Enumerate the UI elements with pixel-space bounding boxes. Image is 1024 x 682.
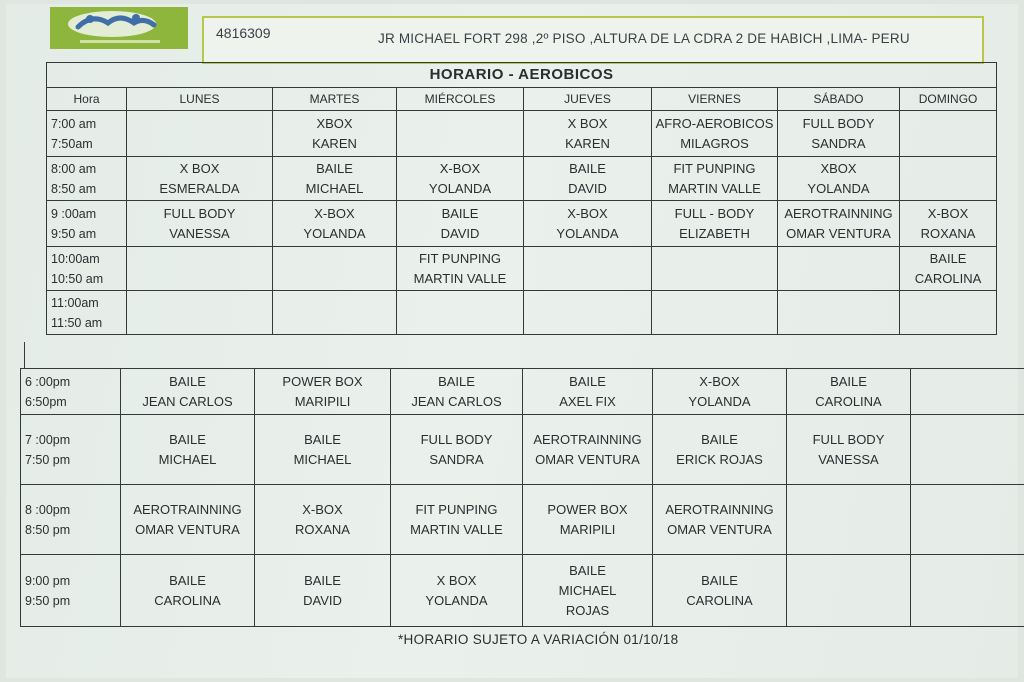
gym-logo-icon — [50, 7, 188, 49]
instructor-name: YOLANDA — [688, 393, 751, 409]
hour-cell — [21, 369, 121, 415]
instructor-name: AXEL FIX — [559, 393, 616, 409]
instructor-name: MILAGROS — [680, 135, 749, 151]
class-name: FULL BODY — [802, 115, 875, 131]
hour-cell — [47, 201, 127, 247]
evening-schedule-table — [20, 368, 1024, 627]
class-name: XBOX — [820, 160, 857, 176]
hour-line: 7:00 am — [51, 116, 97, 131]
class-cell — [652, 247, 778, 291]
class-cell — [653, 369, 787, 415]
class-name: X BOX — [179, 160, 220, 176]
day-header: MARTES — [273, 88, 397, 111]
class-cell — [397, 291, 524, 335]
class-name: AFRO-AEROBICOS — [655, 115, 774, 131]
hour-cell — [21, 555, 121, 627]
class-cell — [653, 415, 787, 485]
hour-line: 9:50 pm — [25, 593, 71, 608]
class-cell — [121, 485, 255, 555]
class-cell — [900, 111, 997, 157]
class-name: BAILE — [701, 431, 738, 447]
hour-header: Hora — [47, 88, 127, 111]
instructor-name: MARIPILI — [559, 521, 616, 537]
day-header: JUEVES — [524, 88, 652, 111]
instructor-name: VANESSA — [169, 225, 230, 241]
class-name: XBOX — [316, 115, 353, 131]
class-name: FULL BODY — [420, 431, 493, 447]
class-name: FULL - BODY — [674, 205, 755, 221]
class-cell — [524, 157, 652, 201]
class-name: AEROTRAINNING — [133, 501, 242, 517]
class-cell — [121, 555, 255, 627]
class-name: X-BOX — [302, 501, 343, 517]
hour-cell — [47, 111, 127, 157]
class-cell — [121, 369, 255, 415]
hour-line: 8:00 am — [51, 161, 97, 176]
instructor-name: YOLANDA — [303, 225, 366, 241]
instructor-name: ERICK ROJAS — [676, 451, 763, 467]
class-cell — [652, 157, 778, 201]
class-name: FIT PUNPING — [418, 250, 502, 266]
instructor-name: KAREN — [565, 135, 610, 151]
class-name: AEROTRAINNING — [665, 501, 774, 517]
class-name: BAILE — [169, 431, 206, 447]
class-cell — [911, 415, 1024, 485]
class-name: POWER BOX — [282, 373, 363, 389]
day-header: MIÉRCOLES — [397, 88, 524, 111]
class-name: BAILE — [438, 373, 475, 389]
address: JR MICHAEL FORT 298 ,2º PISO ,ALTURA DE LA CDRA 2 DE HABICH ,LIMA- PERU — [378, 31, 910, 46]
class-cell — [273, 201, 397, 247]
class-name: X BOX — [436, 572, 477, 588]
class-cell — [255, 555, 391, 627]
instructor-name: CAROLINA — [914, 270, 982, 286]
class-name: AEROTRAINNING — [784, 205, 893, 221]
class-cell — [391, 555, 523, 627]
instructor-name: ROJAS — [565, 602, 610, 618]
instructor-name: MICHAEL — [558, 582, 617, 598]
class-cell — [255, 369, 391, 415]
class-name: BAILE — [569, 562, 606, 578]
section-gap — [24, 342, 1024, 368]
class-cell — [397, 157, 524, 201]
hour-line: 7:50 pm — [25, 452, 71, 467]
instructor-name: OMAR VENTURA — [535, 451, 640, 467]
class-name: POWER BOX — [547, 501, 628, 517]
hour-line: 10:50 am — [51, 271, 104, 286]
schedule-row — [21, 485, 1024, 555]
class-cell — [273, 111, 397, 157]
instructor-name: OMAR VENTURA — [667, 521, 772, 537]
class-cell — [653, 555, 787, 627]
hour-line: 8:50 am — [51, 181, 97, 196]
class-cell — [397, 111, 524, 157]
class-cell — [391, 369, 523, 415]
instructor-name: MICHAEL — [293, 451, 352, 467]
class-cell — [652, 201, 778, 247]
class-cell — [524, 291, 652, 335]
hour-line: 11:50 am — [51, 315, 103, 330]
class-name: X-BOX — [699, 373, 740, 389]
instructor-name: OMAR VENTURA — [786, 225, 891, 241]
instructor-name: VANESSA — [818, 451, 879, 467]
class-cell — [911, 369, 1024, 415]
class-cell — [523, 369, 653, 415]
schedule-row — [21, 555, 1024, 627]
class-name: X-BOX — [567, 205, 608, 221]
class-cell — [255, 485, 391, 555]
class-name: BAILE — [304, 431, 341, 447]
class-name: BAILE — [169, 572, 206, 588]
instructor-name: CAROLINA — [815, 393, 882, 409]
instructor-name: SANDRA — [429, 451, 484, 467]
instructor-name: SANDRA — [811, 135, 866, 151]
class-cell — [778, 157, 900, 201]
hour-line: 9:00 pm — [25, 573, 71, 588]
class-cell — [787, 415, 911, 485]
class-name: BAILE — [569, 373, 606, 389]
class-cell — [778, 111, 900, 157]
hour-cell — [21, 415, 121, 485]
class-name: BAILE — [929, 250, 967, 266]
instructor-name: MARTIN VALLE — [410, 521, 503, 537]
instructor-name: MARIPILI — [294, 393, 351, 409]
class-cell — [127, 291, 273, 335]
class-name: BAILE — [830, 373, 867, 389]
hour-cell — [47, 247, 127, 291]
instructor-name: CAROLINA — [154, 592, 221, 608]
footnote: *HORARIO SUJETO A VARIACIÓN 01/10/18 — [398, 632, 679, 647]
hour-line: 10:00am — [51, 251, 100, 266]
instructor-name: DAVID — [303, 592, 342, 608]
class-cell — [127, 157, 273, 201]
class-name: BAILE — [169, 373, 206, 389]
schedule-row — [21, 369, 1024, 415]
class-cell — [652, 291, 778, 335]
class-cell — [787, 485, 911, 555]
schedule-row — [47, 157, 997, 201]
class-name: FULL BODY — [812, 431, 885, 447]
class-name: FIT PUNPING — [673, 160, 756, 176]
day-header: DOMINGO — [900, 88, 997, 111]
instructor-name: MICHAEL — [158, 451, 217, 467]
instructor-name: MARTIN VALLE — [413, 270, 507, 286]
class-cell — [524, 247, 652, 291]
class-cell — [273, 291, 397, 335]
schedule-sheet — [6, 4, 1018, 678]
class-cell — [391, 485, 523, 555]
class-cell — [127, 111, 273, 157]
instructor-name: YOLANDA — [428, 180, 492, 196]
instructor-name: ESMERALDA — [159, 180, 240, 196]
hour-line: 9:50 am — [51, 226, 97, 241]
class-cell — [273, 157, 397, 201]
instructor-name: DAVID — [568, 180, 607, 196]
class-name: AEROTRAINNING — [533, 431, 642, 447]
class-cell — [523, 555, 653, 627]
day-header: VIERNES — [652, 88, 778, 111]
class-cell — [653, 485, 787, 555]
hour-line: 6:50pm — [25, 394, 67, 409]
class-cell — [391, 415, 523, 485]
class-cell — [900, 247, 997, 291]
class-cell — [778, 201, 900, 247]
class-cell — [911, 555, 1024, 627]
hour-line: 7 :00pm — [25, 432, 71, 447]
class-name: BAILE — [316, 160, 353, 176]
schedule-row — [47, 111, 997, 157]
hour-line: 8:50 pm — [25, 522, 71, 537]
schedule-title: HORARIO - AEROBICOS — [47, 63, 997, 88]
class-cell — [911, 485, 1024, 555]
instructor-name: ROXANA — [295, 521, 350, 537]
instructor-name: MARTIN VALLE — [668, 180, 761, 196]
hour-cell — [47, 157, 127, 201]
class-cell — [523, 485, 653, 555]
instructor-name: OMAR VENTURA — [135, 521, 240, 537]
instructor-name: KAREN — [312, 135, 357, 151]
class-cell — [273, 247, 397, 291]
instructor-name: JEAN CARLOS — [411, 393, 502, 409]
class-cell — [255, 415, 391, 485]
instructor-name: YOLANDA — [425, 592, 488, 608]
instructor-name: MICHAEL — [305, 180, 364, 196]
class-cell — [524, 111, 652, 157]
hour-line: 7:50am — [51, 136, 93, 151]
phone-number: 4816309 — [216, 25, 271, 41]
hour-line: 6 :00pm — [25, 374, 71, 389]
class-name: X-BOX — [927, 205, 969, 221]
class-cell — [787, 369, 911, 415]
class-name: FIT PUNPING — [415, 501, 498, 517]
class-cell — [900, 157, 997, 201]
instructor-name: JEAN CARLOS — [142, 393, 233, 409]
morning-schedule-table — [46, 62, 997, 335]
class-name: FULL BODY — [163, 205, 236, 221]
day-header: SÁBADO — [778, 88, 900, 111]
day-header: LUNES — [127, 88, 273, 111]
class-name: BAILE — [701, 572, 738, 588]
class-cell — [127, 201, 273, 247]
class-cell — [523, 415, 653, 485]
instructor-name: YOLANDA — [807, 180, 870, 196]
class-cell — [787, 555, 911, 627]
class-cell — [121, 415, 255, 485]
schedule-row — [47, 291, 997, 335]
class-name: X BOX — [567, 115, 608, 131]
class-cell — [127, 247, 273, 291]
class-cell — [397, 247, 524, 291]
class-cell — [652, 111, 778, 157]
instructor-name: ROXANA — [920, 225, 976, 241]
class-cell — [900, 201, 997, 247]
instructor-name: ELIZABETH — [679, 225, 750, 241]
hour-line: 9 :00am — [51, 206, 97, 221]
hour-cell — [21, 485, 121, 555]
class-cell — [397, 201, 524, 247]
hour-cell — [47, 291, 127, 335]
class-cell — [778, 291, 900, 335]
header-box — [202, 16, 984, 64]
class-name: BAILE — [304, 572, 341, 588]
class-name: BAILE — [441, 205, 479, 221]
schedule-row — [47, 247, 997, 291]
class-cell — [900, 291, 997, 335]
instructor-name: YOLANDA — [556, 225, 619, 241]
class-cell — [778, 247, 900, 291]
instructor-name: CAROLINA — [686, 592, 753, 608]
class-name: X-BOX — [314, 205, 355, 221]
schedule-row — [47, 201, 997, 247]
instructor-name: DAVID — [440, 225, 480, 241]
class-name: X-BOX — [439, 160, 481, 176]
class-name: BAILE — [569, 160, 606, 176]
hour-line: 11:00am — [51, 295, 99, 310]
hour-line: 8 :00pm — [25, 502, 71, 517]
schedule-row — [21, 415, 1024, 485]
class-cell — [524, 201, 652, 247]
